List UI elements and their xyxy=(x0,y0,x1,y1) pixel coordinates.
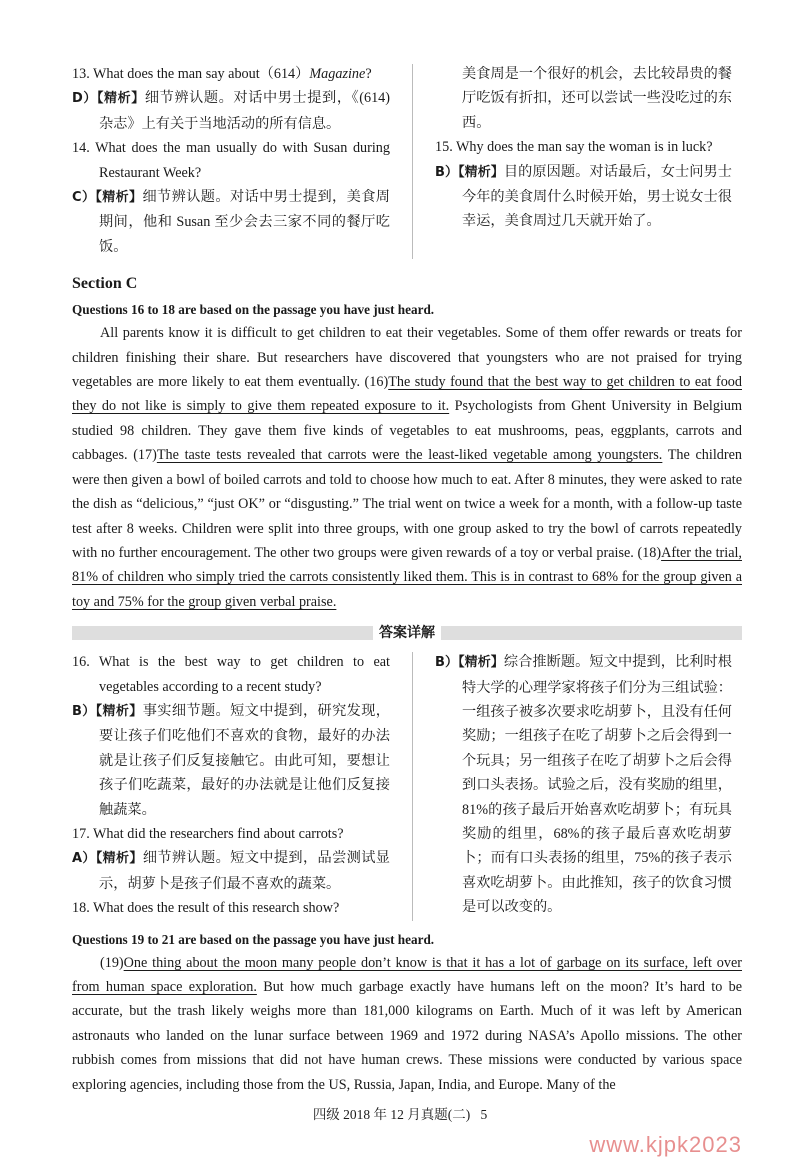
underlined-answer-sentence: One thing about the moon many people don’t know is that it has a lot of garbage on its surface, left over from human space exploration. xyxy=(72,954,742,995)
question-item xyxy=(435,135,732,159)
answer-letter: B） xyxy=(435,655,459,671)
answer-letter: D） xyxy=(72,91,97,107)
answer-continuation: 美食周是一个很好的机会，去比较昂贵的餐厅吃饭有折扣，还可以尝试一些没吃过的东西。 xyxy=(462,66,732,131)
analysis-text: 细节辨认题。对话中男士提到，《(614)杂志》上有关于当地活动的所有信息。 xyxy=(99,90,390,132)
underlined-answer-sentence: After the trial, 81% of children who simply tried the carrots consistently liked them. This is in contrast to 68% for the group given a toy and 75% for the group given verbal praise. xyxy=(72,544,742,610)
passage-19-21 xyxy=(72,951,742,1097)
answer-item xyxy=(435,160,732,234)
answer-letter: B） xyxy=(72,703,96,719)
answers-columns xyxy=(72,650,742,920)
question-text: 13. What does the man say about（614） xyxy=(72,66,310,82)
answer-item xyxy=(72,86,390,136)
answers-right-column xyxy=(435,650,732,920)
answer-item xyxy=(72,699,390,822)
top-columns xyxy=(72,62,742,259)
answers-bar xyxy=(72,622,742,644)
question-item xyxy=(72,62,390,86)
question-text: 17. What did the researchers find about carrots? xyxy=(72,825,344,842)
answer-letter: C） xyxy=(72,190,96,206)
question-text: 14. What does the man usually do with Susan during Restaurant Week? xyxy=(72,140,390,181)
answer-item xyxy=(72,185,390,259)
answers-bar-title: 答案详解 xyxy=(379,625,435,642)
analysis-tag: 【精析】 xyxy=(458,655,504,671)
questions-19-21-header: Questions 19 to 21 are based on the passage you have just heard. xyxy=(72,931,435,947)
page-number: 5 xyxy=(480,1107,488,1123)
analysis-tag: 【精析】 xyxy=(95,703,143,719)
analysis-tag: 【精析】 xyxy=(95,190,143,206)
question-item xyxy=(72,650,390,699)
underlined-answer-sentence: The study found that the best way to get children to eat food they do not like is simply to give them repeated exposure to it. xyxy=(72,374,742,415)
answers-left-column xyxy=(72,650,390,920)
answer-item xyxy=(72,846,390,896)
section-title: Section C xyxy=(72,275,138,293)
answers-bar-line-right xyxy=(441,626,742,640)
underlined-answer-sentence: The taste tests revealed that carrots were the least-liked vegetable among youngsters. xyxy=(156,447,663,464)
passage-16-18 xyxy=(72,321,742,614)
passage-text: The children were then given a bowl of boiled carrots and told to choose how much to eat. After 8 minutes, they were asked to rate the dish as “delicious,” “just OK” or “disgusting.” The trial went on twice a week for a month, with a follow-up taste test after 8 weeks. Children were split into three groups, with one group asked to try the bowl of carrots repeatedly with no further encouragement. The other two groups were given rewards of a toy or verbal praise. (18) xyxy=(72,447,742,561)
question-item xyxy=(72,136,390,185)
top-left-column xyxy=(72,62,390,259)
analysis-text: 细节辨认题。短文中提到，品尝测试显示，胡萝卜是孩子们最不喜欢的蔬菜。 xyxy=(99,850,390,892)
passage-text: Psychologists from Ghent University in Belgium studied 98 children. They gave them five kinds of vegetables to eat mushrooms, peas, eggplants, carrots and cabbages. (17) xyxy=(72,398,742,464)
answer-letter: A） xyxy=(72,851,96,867)
answer-item xyxy=(435,650,732,919)
analysis-tag: 【精析】 xyxy=(96,91,145,107)
question-italic: Magazine xyxy=(309,66,366,82)
footer-title: 四级 2018 年 12 月真题(二) xyxy=(312,1107,471,1123)
question-item xyxy=(72,822,390,846)
analysis-text: 事实细节题。短文中提到，研究发现，要让孩子们吃他们不喜欢的食物，最好的办法就是让孩子们反复接触它。由此可知，要想让孩子们吃蔬菜，最好的办法就是让他们反复接触蔬菜。 xyxy=(99,702,390,818)
questions-16-18-header: Questions 16 to 18 are based on the passage you have just heard. xyxy=(72,302,435,318)
analysis-tag: 【精析】 xyxy=(458,164,504,180)
answers-bar-line-left xyxy=(72,626,373,640)
passage-text: All parents know it is difficult to get children to eat their vegetables. Some of them offer rewards or treats for children finishing their share. But researchers have discovered that youngsters who are not praised for trying vegetables are more likely to eat them eventually. (16) xyxy=(72,325,742,391)
passage-text: But how much garbage exactly have humans left on the moon? It’s hard to be accurate, but the trash likely weighs more than 181,000 kilograms on Earth. Much of it was left by American astronauts who landed on the lunar surface between 1969 and 1972 during NASA’s Apollo missions. The other rubbish comes from missions that did not have human crews. These missions were conducted by various space exploring agencies, including those from the US, Russia, Japan, India, and Europe. Many of the xyxy=(72,979,743,1093)
analysis-text: 细节辨认题。对话中男士提到，美食周期间，他和 Susan 至少会去三家不同的餐厅吃饭。 xyxy=(99,189,390,255)
column-divider xyxy=(412,64,413,259)
question-text: 15. Why does the man say the woman is in luck? xyxy=(435,139,713,156)
watermark: www.kjpk2023 xyxy=(589,1132,742,1158)
question-item xyxy=(72,896,390,920)
analysis-text: 目的原因题。对话最后，女士问男士今年的美食周什么时候开始，男士说女士很幸运，美食周过几天就开始了。 xyxy=(462,163,732,230)
page-footer xyxy=(0,1105,800,1125)
question-tail: ? xyxy=(365,66,372,82)
top-right-column xyxy=(435,62,732,259)
question-text: 16. What is the best way to get children to eat vegetables according to a recent study? xyxy=(72,654,390,695)
answer-letter: B） xyxy=(435,164,459,180)
analysis-tag: 【精析】 xyxy=(95,851,143,867)
analysis-text: 综合推断题。短文中提到，比利时根特大学的心理学家将孩子们分为三组试验：一组孩子被多次要求吃胡萝卜，且没有任何奖励；一组孩子在吃了胡萝卜之后会得到一个玩具；另一组孩子在吃了胡萝卜之后会得到口头表扬。试验之后，没有奖励的组里，81%的孩子最后开始喜欢吃胡萝卜；有玩具奖励的组里，68%的孩子最后喜欢吃胡萝卜；而有口头表扬的组里，75%的孩子表示喜欢吃胡萝卜。由此推知，孩子的饮食习惯是可以改变的。 xyxy=(462,654,732,916)
question-text: 18. What does the result of this research show? xyxy=(72,900,340,917)
passage-text: (19) xyxy=(100,954,124,971)
answers-divider xyxy=(412,652,413,920)
